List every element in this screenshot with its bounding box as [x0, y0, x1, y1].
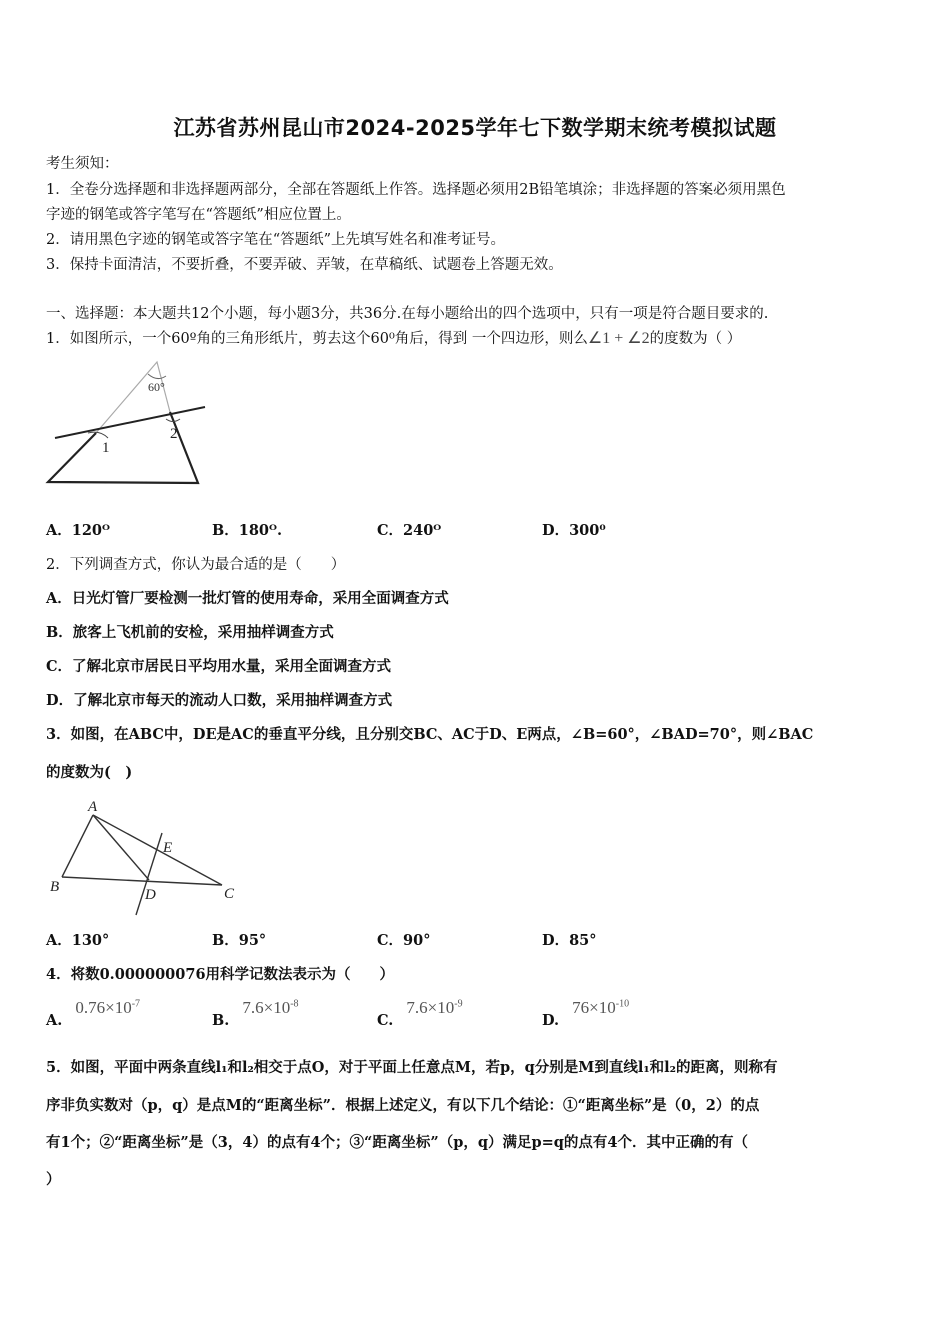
question-5-line: 5．如图，平面中两条直线l₁和l₂相交于点O，对于平面上任意点M，若p，q分别是M到直线l₁和l₂的距离，则称有 [46, 1059, 778, 1076]
option-b: B．旅客上飞机前的安检，采用抽样调查方式 [46, 624, 334, 641]
angle-60-arc [148, 374, 166, 379]
angle-2-label: 2 [170, 426, 178, 442]
option-b [212, 998, 299, 1029]
vertex-b-label: B [50, 879, 60, 895]
option-letter: C. [377, 1012, 394, 1029]
figure-cut-triangle [40, 352, 215, 492]
option-b: B．180ᴼ. [212, 522, 283, 539]
vertex-c-label: C [224, 886, 235, 902]
option-a: A．日光灯管厂要检测一批灯管的使用寿命，采用全面调查方式 [46, 590, 449, 607]
exponent: -9 [454, 998, 463, 1010]
option-d: D．85° [542, 932, 597, 949]
question-2-stem: 2．下列调查方式，你认为最合适的是（ ） [46, 557, 346, 573]
quadrilateral [48, 412, 198, 483]
question-3-stem-cont: 的度数为( ) [46, 764, 133, 781]
question-5-line: 有1个；②“距离坐标”是（3，4）的点有4个；③“距离坐标”（p，q）满足p=q的点有4个．其中正确的有（ [46, 1134, 749, 1151]
option-math [75, 998, 140, 1017]
page-title: 江苏省苏州昆山市2024-2025学年七下数学期末统考模拟试题 [173, 116, 777, 140]
option-d [542, 998, 630, 1029]
exponent: -10 [615, 998, 630, 1010]
section-heading: 一、选择题：本大题共12个小题，每小题3分，共36分.在每小题给出的四个选项中，只有一项是符合题目要求的. [46, 306, 769, 322]
question-5-line: 序非负实数对（p，q）是点M的“距离坐标”．根据上述定义，有以下几个结论：①“距离坐标”是（0，2）的点 [46, 1097, 760, 1114]
segment-ab [62, 815, 93, 877]
option-c: C．了解北京市居民日平均用水量，采用全面调查方式 [46, 658, 392, 675]
mantissa: 0.76×10 [75, 998, 132, 1017]
option-a: A．130° [46, 932, 110, 949]
exponent: -7 [131, 998, 141, 1010]
option-letter: D. [542, 1012, 560, 1029]
notice-item: 3．保持卡面清洁，不要折叠，不要弄破、弄皱，在草稿纸、试题卷上答题无效。 [46, 257, 563, 273]
question-1-stem [46, 327, 741, 348]
option-d: D．300⁰ [542, 522, 606, 539]
option-math [406, 998, 462, 1017]
option-a: A．120ᴼ [46, 522, 110, 539]
point-d-label: D [145, 887, 156, 903]
option-c [377, 998, 463, 1029]
segment-ac [93, 815, 222, 885]
segment-ad [93, 815, 149, 880]
mantissa: 76×10 [572, 998, 616, 1017]
option-letter: B. [212, 1012, 230, 1029]
question-1-tail: 的度数为（ ） [649, 331, 742, 347]
notice-item: 字迹的钢笔或答字笔写在“答题纸”相应位置上。 [46, 207, 351, 223]
exponent: -8 [290, 998, 299, 1010]
question-4-stem: 4．将数0.000000076用科学记数法表示为（ ） [46, 966, 395, 983]
option-math [242, 998, 298, 1017]
notice-heading: 考生须知： [46, 156, 119, 172]
point-e-label: E [163, 840, 173, 856]
question-5-line: ） [46, 1171, 61, 1188]
option-d: D．了解北京市每天的流动人口数，采用抽样调查方式 [46, 692, 393, 709]
option-letter: A. [46, 1012, 63, 1029]
angle-60-label: 60° [148, 380, 165, 394]
angle-sum-formula: ∠1 + ∠2 [587, 330, 650, 347]
cut-line [55, 407, 205, 438]
mantissa: 7.6×10 [242, 998, 291, 1017]
notice-item: 2．请用黑色字迹的钢笔或答字笔在“答题纸”上先填写姓名和准考证号。 [46, 232, 506, 248]
option-a [46, 998, 141, 1029]
question-1-text: 1．如图所示，一个60º角的三角形纸片，剪去这个60⁰角后，得到 一个四边形，则么 [46, 331, 588, 347]
vertex-a-label: A [88, 799, 98, 815]
option-b: B．95° [212, 932, 267, 949]
figure-triangle-abc [40, 795, 250, 920]
notice-item: 1．全卷分选择题和非选择题两部分，全部在答题纸上作答。选择题必须用2B铅笔填涂；非选择题的答案必须用黑色 [46, 182, 786, 198]
option-math [572, 998, 629, 1017]
segment-bc [62, 877, 222, 885]
option-c: C．90° [377, 932, 431, 949]
option-c: C．240ᴼ [377, 522, 442, 539]
angle-1-label: 1 [102, 440, 110, 456]
mantissa: 7.6×10 [406, 998, 455, 1017]
question-3-stem: 3．如图，在ABC中，DE是AC的垂直平分线，且分别交BC、AC于D、E两点，∠B=60°，∠BAD=70°，则∠BAC [46, 726, 814, 743]
